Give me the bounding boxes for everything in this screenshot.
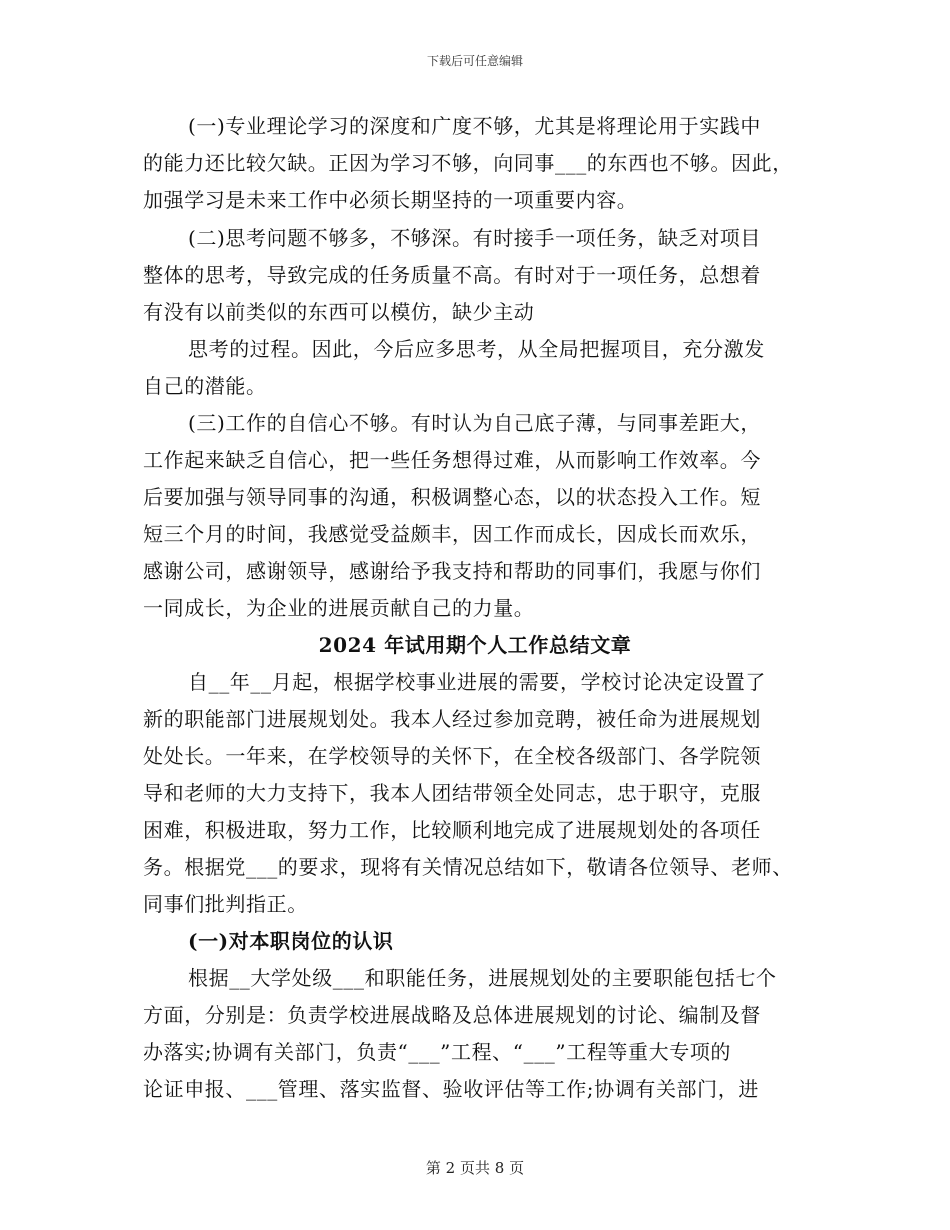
paragraph-line: 办落实;协调有关部门，负责“___”工程、“___”工程等重大专项的 xyxy=(143,1040,732,1064)
section-title: 2024 年试用期个人工作总结文章 xyxy=(318,633,632,657)
paragraph-line: 感谢公司，感谢领导，感谢给予我支持和帮助的同事们，我愿与你们 xyxy=(143,559,761,583)
paragraph-line: 工作起来缺乏自信心，把一些任务想得过难，从而影响工作效率。今 xyxy=(143,448,761,472)
paragraph-line: 处处长。一年来，在学校领导的关怀下，在全校各级部门、各学院领 xyxy=(143,744,761,768)
paragraph-line: 加强学习是未来工作中必须长期坚持的一项重要内容。 xyxy=(143,188,638,212)
paragraph-line: 自__年__月起，根据学校事业进展的需要，学校讨论决定设置了 xyxy=(188,670,766,694)
section-subheading: (一)对本职岗位的认识 xyxy=(188,929,394,953)
paragraph-line: 短三个月的时间，我感觉受益颇丰，因工作而成长，因成长而欢乐， xyxy=(143,522,761,546)
paragraph-line: 务。根据党___的要求，现将有关情况总结如下，敬请各位领导、老师、 xyxy=(143,855,793,879)
paragraph-line: 新的职能部门进展规划处。我本人经过参加竞聘，被任命为进展规划 xyxy=(143,707,761,731)
page-header-note: 下载后可任意编辑 xyxy=(426,54,523,68)
paragraph-line: 同事们批判指正。 xyxy=(143,892,308,916)
paragraph-line: 根据__大学处级___和职能任务，进展规划处的主要职能包括七个 xyxy=(188,966,777,990)
paragraph-line: (二)思考问题不够多，不够深。有时接手一项任务，缺乏对项目 xyxy=(188,226,762,250)
paragraph-line: 整体的思考，导致完成的任务质量不高。有时对于一项任务，总想着 xyxy=(143,263,761,287)
paragraph-line: 的能力还比较欠缺。正因为学习不够，向同事___的东西也不够。因此， xyxy=(143,151,793,175)
paragraph-line: 有没有以前类似的东西可以模仿，缺少主动 xyxy=(143,300,535,324)
paragraph-line: 方面，分别是：负责学校进展战略及总体进展规划的讨论、编制及督 xyxy=(143,1003,761,1027)
paragraph-line: (一)专业理论学习的深度和广度不够，尤其是将理论用于实践中 xyxy=(188,114,762,138)
paragraph-line: 自己的潜能。 xyxy=(143,374,267,398)
paragraph-line: (三)工作的自信心不够。有时认为自己底子薄，与同事差距大， xyxy=(188,411,762,435)
page-number: 第 2 页共 8 页 xyxy=(425,1159,525,1177)
paragraph-line: 一同成长，为企业的进展贡献自己的力量。 xyxy=(143,596,535,620)
paragraph-line: 困难，积极进取，努力工作，比较顺利地完成了进展规划处的各项任 xyxy=(143,818,761,842)
paragraph-line: 论证申报、___管理、落实监督、验收评估等工作;协调有关部门，进 xyxy=(143,1077,759,1101)
paragraph-line: 思考的过程。因此，今后应多思考，从全局把握项目，充分激发 xyxy=(188,337,765,361)
paragraph-line: 后要加强与领导同事的沟通，积极调整心态，以的状态投入工作。短 xyxy=(143,485,761,509)
paragraph-line: 导和老师的大力支持下，我本人团结带领全处同志，忠于职守，克服 xyxy=(143,781,761,805)
